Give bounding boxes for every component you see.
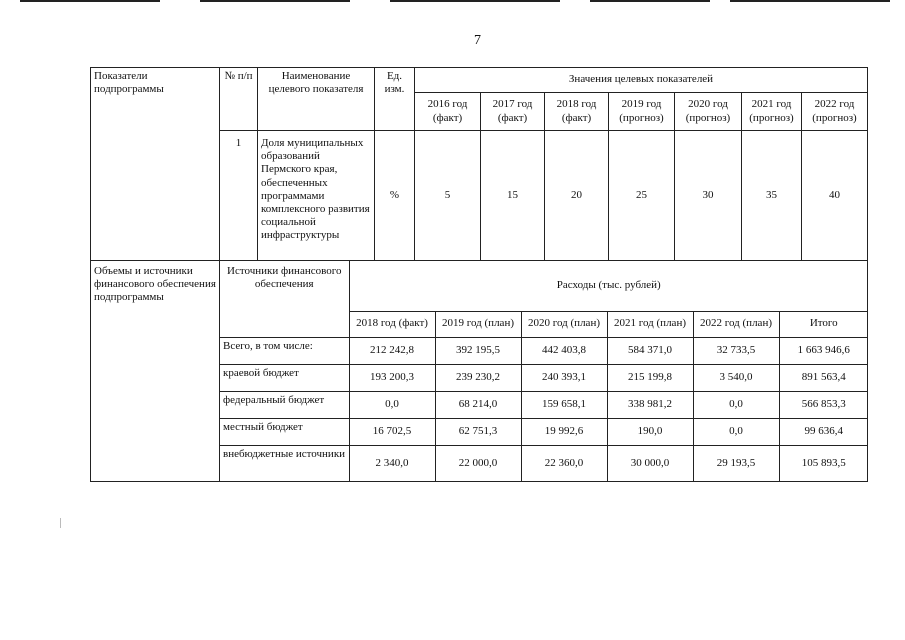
finance-value: 891 563,4 xyxy=(779,364,868,391)
target-value: 40 xyxy=(802,131,868,261)
finance-value: 0,0 xyxy=(693,418,779,445)
finance-source-label: федеральный бюджет xyxy=(220,391,349,418)
target-name: Доля муниципальных образований Пермского края, обеспеченных программами комплексного развития социальной инфраструктуры xyxy=(258,131,375,261)
finance-col-header: 2022 год (план) xyxy=(693,311,779,337)
targets-row-label: Показатели подпрограммы xyxy=(91,68,220,261)
finance-value: 32 733,5 xyxy=(693,337,779,364)
target-number: 1 xyxy=(220,131,258,261)
finance-value: 442 403,8 xyxy=(521,337,607,364)
scan-edge-line xyxy=(390,0,560,2)
target-value: 30 xyxy=(675,131,742,261)
target-value: 5 xyxy=(415,131,481,261)
year-header: 2018 год (факт) xyxy=(545,93,609,131)
page-number: 7 xyxy=(474,33,481,48)
finance-value: 29 193,5 xyxy=(693,445,779,481)
finance-value: 105 893,5 xyxy=(779,445,868,481)
finance-value: 338 981,2 xyxy=(607,391,693,418)
finance-value: 1 663 946,6 xyxy=(779,337,868,364)
col-number-header: № п/п xyxy=(220,68,258,131)
finance-value: 68 214,0 xyxy=(435,391,521,418)
scan-mark xyxy=(60,518,61,528)
target-value: 25 xyxy=(609,131,675,261)
finance-value: 22 360,0 xyxy=(521,445,607,481)
finance-value: 392 195,5 xyxy=(435,337,521,364)
target-value: 35 xyxy=(742,131,802,261)
scan-edge-line xyxy=(590,0,710,2)
finance-value: 16 702,5 xyxy=(349,418,435,445)
finance-source-label: внебюджетные источники xyxy=(220,445,349,481)
finance-source-label: местный бюджет xyxy=(220,418,349,445)
finance-value: 3 540,0 xyxy=(693,364,779,391)
finance-value: 2 340,0 xyxy=(349,445,435,481)
finance-value: 0,0 xyxy=(349,391,435,418)
finance-value: 212 242,8 xyxy=(349,337,435,364)
target-value: 20 xyxy=(545,131,609,261)
sources-header: Источники финансового обеспечения xyxy=(220,261,349,337)
finance-value: 0,0 xyxy=(693,391,779,418)
finance-value: 566 853,3 xyxy=(779,391,868,418)
finance-value: 19 992,6 xyxy=(521,418,607,445)
year-header: 2016 год (факт) xyxy=(415,93,481,131)
finance-row-label: Объемы и источники финансового обеспечения подпрограммы xyxy=(91,261,220,482)
finance-value: 190,0 xyxy=(607,418,693,445)
scan-edge-line xyxy=(20,0,160,2)
finance-value: 215 199,8 xyxy=(607,364,693,391)
finance-cell xyxy=(220,261,868,482)
finance-col-header: 2021 год (план) xyxy=(607,311,693,337)
finance-value: 22 000,0 xyxy=(435,445,521,481)
finance-value: 30 000,0 xyxy=(607,445,693,481)
year-header: 2020 год (прогноз) xyxy=(675,93,742,131)
target-values-header: Значения целевых показателей xyxy=(415,68,868,93)
year-header: 2019 год (прогноз) xyxy=(609,93,675,131)
finance-value: 239 230,2 xyxy=(435,364,521,391)
finance-col-header: Итого xyxy=(779,311,868,337)
subprogram-table xyxy=(90,67,868,482)
finance-value: 193 200,3 xyxy=(349,364,435,391)
finance-value: 62 751,3 xyxy=(435,418,521,445)
target-value: 15 xyxy=(481,131,545,261)
finance-col-header: 2020 год (план) xyxy=(521,311,607,337)
scan-edge-line xyxy=(730,0,890,2)
finance-table xyxy=(220,261,868,481)
target-unit: % xyxy=(375,131,415,261)
finance-source-label: краевой бюджет xyxy=(220,364,349,391)
year-header: 2017 год (факт) xyxy=(481,93,545,131)
col-name-header: Наименование целевого показателя xyxy=(258,68,375,131)
year-header: 2021 год (прогноз) xyxy=(742,93,802,131)
finance-value: 584 371,0 xyxy=(607,337,693,364)
col-unit-header: Ед. изм. xyxy=(375,68,415,131)
finance-source-label: Всего, в том числе: xyxy=(220,337,349,364)
finance-value: 240 393,1 xyxy=(521,364,607,391)
finance-col-header: 2019 год (план) xyxy=(435,311,521,337)
finance-col-header: 2018 год (факт) xyxy=(349,311,435,337)
finance-value: 99 636,4 xyxy=(779,418,868,445)
expenses-header: Расходы (тыс. рублей) xyxy=(349,261,868,311)
year-header: 2022 год (прогноз) xyxy=(802,93,868,131)
scan-edge-line xyxy=(200,0,350,2)
finance-value: 159 658,1 xyxy=(521,391,607,418)
